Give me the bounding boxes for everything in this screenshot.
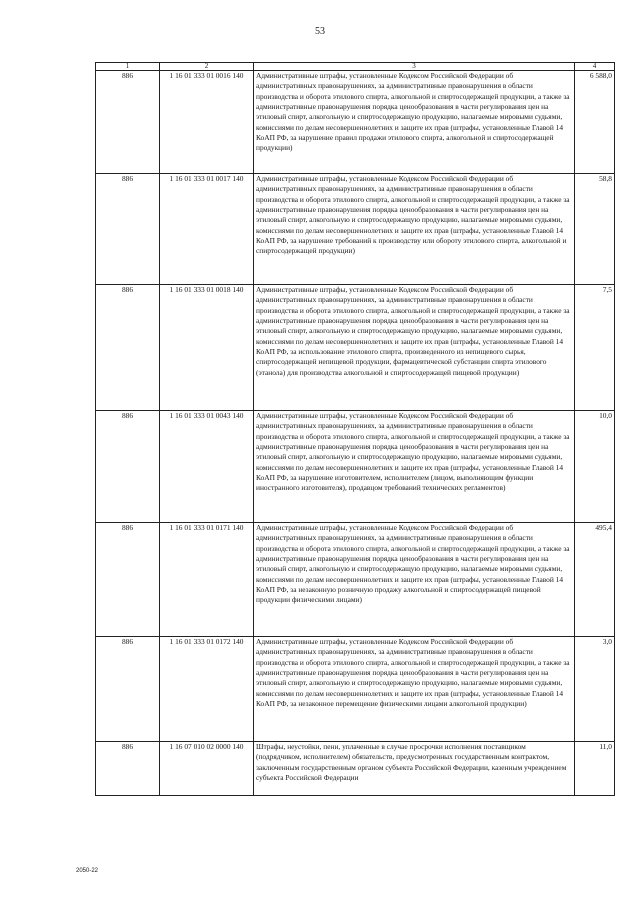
table-row [96,285,615,411]
table-row [96,411,615,523]
budget-code-cell: 1 16 01 333 01 0043 140 [160,411,254,523]
budget-code-cell: 1 16 07 010 02 0000 140 [160,742,254,796]
admin-code-cell: 886 [96,174,160,285]
table-row [96,523,615,637]
budget-table [95,62,615,796]
table-row [96,742,615,796]
admin-code-cell: 886 [96,411,160,523]
description-cell: Административные штрафы, установленные Кодексом Российской Федерации об административных правонарушениях, за административные правонарушения в области производства и оборота этилового спирта, алкогольной и спиртосодержащей продукции, а также за административные правонарушения порядка ценообразования в части регулирования цен на этиловый спирт, алкогольную и спиртосодержащую продукцию, налагаемые мировыми судьями, комиссиями по делам несовершеннолетних и защите их прав (штрафы, установленные Главой 14 КоАП РФ, за незаконное перемещение физическими лицами алкогольной продукции) [254,637,575,742]
admin-code-cell: 886 [96,285,160,411]
column-number-2: 2 [160,63,254,71]
table-row [96,71,615,174]
budget-code-cell: 1 16 01 333 01 0171 140 [160,523,254,637]
amount-cell: 495,4 [575,523,615,637]
budget-code-cell: 1 16 01 333 01 0018 140 [160,285,254,411]
column-number-3: 3 [254,63,575,71]
amount-cell: 6 588,0 [575,71,615,174]
table-row [96,637,615,742]
amount-cell: 7,5 [575,285,615,411]
amount-cell: 11,0 [575,742,615,796]
amount-cell: 10,0 [575,411,615,523]
budget-code-cell: 1 16 01 333 01 0017 140 [160,174,254,285]
amount-cell: 58,8 [575,174,615,285]
description-cell: Административные штрафы, установленные Кодексом Российской Федерации об административных правонарушениях, за административные правонарушения в области производства и оборота этилового спирта, алкогольной и спиртосодержащей продукции, а также за административные правонарушения порядка ценообразования в части регулирования цен на этиловый спирт, алкогольную и спиртосодержащую продукцию, налагаемые мировыми судьями, комиссиями по делам несовершеннолетних и защите их прав (штрафы, установленные Главой 14 КоАП РФ, за использование этилового спирта, произведенного из непищевого сырья, спиртосодержащей непищевой продукции, фармацевтической субстанции спирта этилового (этанола) для производства алкогольной и спиртосодержащей пищевой продукции) [254,285,575,411]
amount-cell: 3,0 [575,637,615,742]
admin-code-cell: 886 [96,71,160,174]
description-cell: Штрафы, неустойки, пени, уплаченные в случае просрочки исполнения поставщиком (подрядчиком, исполнителем) обязательств, предусмотренных государственным контрактом, заключенным государственным органом субъекта Российской Федерации, казенным учреждением субъекта Российской Федерации [254,742,575,796]
description-cell: Административные штрафы, установленные Кодексом Российской Федерации об административных правонарушениях, за административные правонарушения в области производства и оборота этилового спирта, алкогольной и спиртосодержащей продукции, а также за административные правонарушения порядка ценообразования в части регулирования цен на этиловый спирт, алкогольную и спиртосодержащую продукцию, налагаемые мировыми судьями, комиссиями по делам несовершеннолетних и защите их прав (штрафы, установленные Главой 14 КоАП РФ, за нарушение правил продажи этилового спирта, алкогольной и спиртосодержащей продукции) [254,71,575,174]
admin-code-cell: 886 [96,637,160,742]
description-cell: Административные штрафы, установленные Кодексом Российской Федерации об административных правонарушениях, за административные правонарушения в области производства и оборота этилового спирта, алкогольной и спиртосодержащей продукции, а также за административные правонарушения порядка ценообразования в части регулирования цен на этиловый спирт, алкогольную и спиртосодержащую продукцию, налагаемые мировыми судьями, комиссиями по делам несовершеннолетних и защите их прав (штрафы, установленные Главой 14 КоАП РФ, за нарушение требований к производству или обороту этилового спирта, алкогольной и спиртосодержащей продукции) [254,174,575,285]
description-cell: Административные штрафы, установленные Кодексом Российской Федерации об административных правонарушениях, за административные правонарушения в области производства и оборота этилового спирта, алкогольной и спиртосодержащей продукции, а также за административные правонарушения порядка ценообразования в части регулирования цен на этиловый спирт, алкогольную и спиртосодержащую продукцию, налагаемые мировыми судьями, комиссиями по делам несовершеннолетних и защите их прав (штрафы, установленные Главой 14 КоАП РФ, за нарушение изготовителем, исполнителем (лицом, выполняющим функции иностранного изготовителя), продавцом требований технических регламентов) [254,411,575,523]
admin-code-cell: 886 [96,523,160,637]
column-number-4: 4 [575,63,615,71]
budget-code-cell: 1 16 01 333 01 0016 140 [160,71,254,174]
description-cell: Административные штрафы, установленные Кодексом Российской Федерации об административных правонарушениях, за административные правонарушения в области производства и оборота этилового спирта, алкогольной и спиртосодержащей продукции, а также за административные правонарушения порядка ценообразования в части регулирования цен на этиловый спирт, алкогольную и спиртосодержащую продукцию, налагаемые мировыми судьями, комиссиями по делам несовершеннолетних и защите их прав (штрафы, установленные Главой 14 КоАП РФ, за незаконную розничную продажу алкогольной и спиртосодержащей пищевой продукции физическими лицами) [254,523,575,637]
table-row [96,174,615,285]
document-footer-code: 2050-22 [76,868,99,874]
page-number: 53 [315,26,325,37]
table-header-row [96,63,615,71]
admin-code-cell: 886 [96,742,160,796]
budget-code-cell: 1 16 01 333 01 0172 140 [160,637,254,742]
column-number-1: 1 [96,63,160,71]
